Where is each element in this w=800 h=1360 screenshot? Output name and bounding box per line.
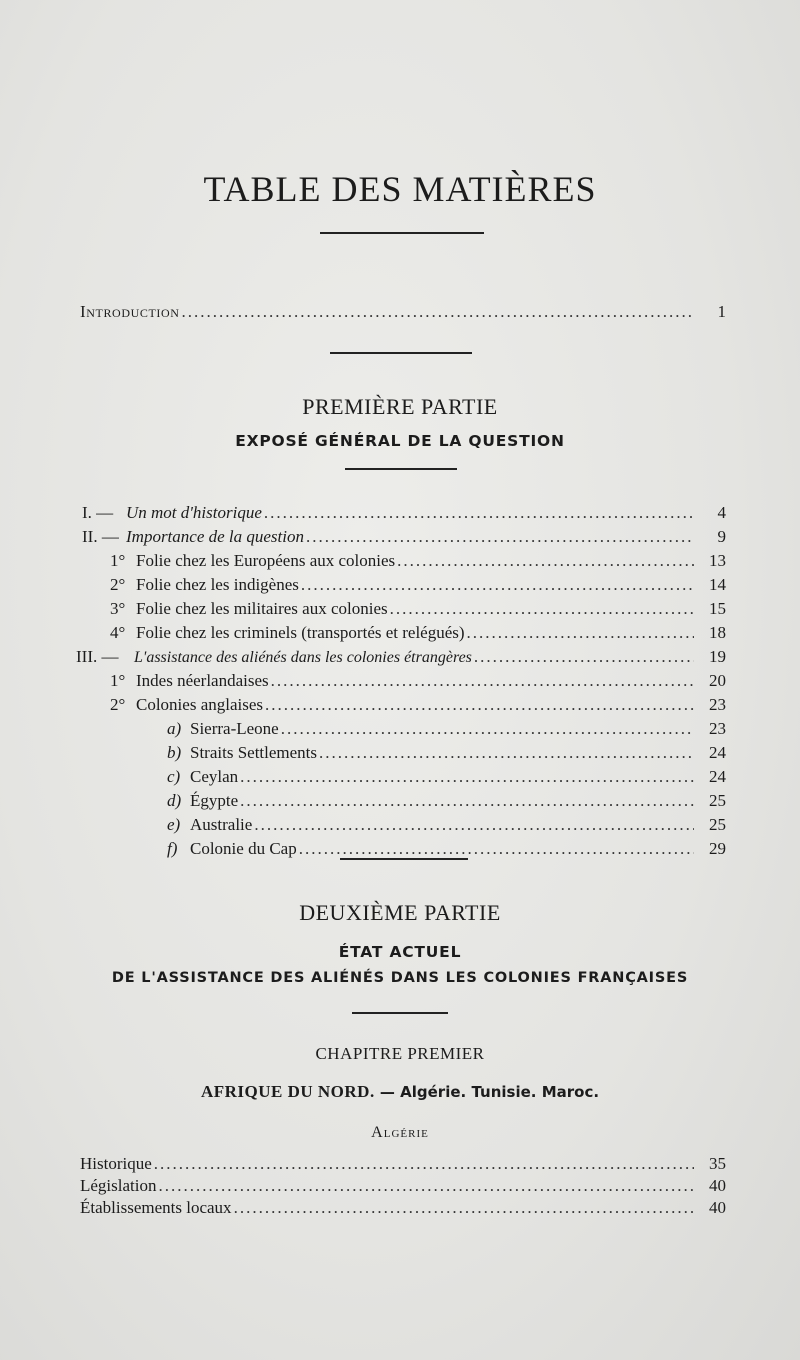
toc-number: 3° — [110, 599, 126, 618]
toc-page: 25 — [709, 815, 726, 834]
leader-dots — [154, 1154, 694, 1174]
toc-page: 23 — [709, 719, 726, 738]
toc-entry[interactable] — [80, 1176, 726, 1198]
leader-dots — [158, 1176, 694, 1196]
toc-introduction[interactable] — [80, 302, 726, 324]
toc-label: Straits Settlements — [190, 743, 318, 762]
toc-page: 19 — [709, 647, 726, 666]
divider — [345, 468, 457, 470]
part-heading: DEUXIÈME PARTIE — [299, 900, 501, 925]
toc-number: II. — — [82, 527, 119, 546]
toc-label: Colonie du Cap — [190, 839, 297, 858]
toc-label: Introduction — [80, 302, 180, 321]
toc-page: 25 — [709, 791, 726, 810]
chapter-title — [0, 1082, 800, 1102]
toc-number: 1° — [110, 551, 126, 570]
toc-number: d) — [167, 791, 182, 810]
toc-number: a) — [167, 719, 182, 738]
toc-page: 13 — [709, 551, 726, 570]
leader-dots — [234, 1198, 694, 1218]
leader-dots — [240, 791, 694, 811]
leader-dots — [390, 599, 694, 619]
toc-page: 20 — [709, 671, 726, 690]
chapter-title-main: AFRIQUE DU NORD. — [200, 1082, 375, 1101]
leader-dots — [182, 302, 694, 322]
toc-page: 35 — [709, 1154, 726, 1173]
toc-page: 24 — [709, 767, 726, 786]
toc-page: 40 — [709, 1176, 726, 1195]
leader-dots — [306, 527, 694, 547]
toc-page: 14 — [709, 575, 726, 594]
toc-page: 1 — [717, 302, 726, 321]
toc-label: Égypte — [190, 791, 239, 810]
leader-dots — [319, 743, 694, 763]
toc-entry[interactable] — [76, 647, 726, 669]
toc-label: Législation — [80, 1176, 157, 1195]
toc-label: Importance de la question — [126, 527, 304, 546]
toc-entry[interactable] — [80, 1154, 726, 1176]
toc-number: 1° — [110, 671, 126, 690]
page-title: TABLE DES MATIÈRES — [203, 169, 597, 209]
leader-dots — [271, 671, 694, 691]
leader-dots — [240, 767, 694, 787]
toc-label: Historique — [80, 1154, 152, 1173]
toc-entry[interactable] — [80, 1198, 726, 1220]
toc-page: 9 — [717, 527, 726, 546]
toc-entry[interactable] — [167, 791, 726, 813]
part-subheading-line2: DE L'ASSISTANCE DES ALIÉNÉS DANS LES COLONIES FRANÇAISES — [111, 970, 689, 986]
toc-entry[interactable] — [110, 623, 726, 645]
leader-dots — [281, 719, 694, 739]
toc-entry[interactable] — [110, 599, 726, 621]
toc-label: Sierra-Leone — [190, 719, 279, 738]
toc-number: f) — [167, 839, 178, 858]
toc-entry[interactable] — [167, 767, 726, 789]
toc-label: Folie chez les militaires aux colonies — [136, 599, 388, 618]
divider — [330, 352, 472, 354]
leader-dots — [299, 839, 694, 859]
toc-entry[interactable] — [167, 743, 726, 765]
toc-entry[interactable] — [167, 719, 726, 741]
toc-entry[interactable] — [110, 695, 726, 717]
toc-page: 24 — [709, 743, 726, 762]
toc-page: 4 — [717, 503, 726, 522]
toc-entry[interactable] — [167, 815, 726, 837]
toc-number: 2° — [110, 695, 126, 714]
part-heading: PREMIÈRE PARTIE — [302, 394, 498, 419]
part-subheading: EXPOSÉ GÉNÉRAL DE LA QUESTION — [235, 432, 565, 450]
toc-number: e) — [167, 815, 181, 834]
section-heading: Algérie — [371, 1124, 429, 1141]
toc-label: Un mot d'historique — [126, 503, 262, 522]
leader-dots — [301, 575, 694, 595]
toc-label: Établissements locaux — [80, 1198, 232, 1217]
divider — [340, 858, 468, 860]
toc-label: Australie — [190, 815, 253, 834]
toc-page: 40 — [709, 1198, 726, 1217]
toc-page: 23 — [709, 695, 726, 714]
toc-number: 4° — [110, 623, 126, 642]
toc-label: Folie chez les Européens aux colonies — [136, 551, 396, 570]
toc-page: 18 — [709, 623, 726, 642]
toc-page: 15 — [709, 599, 726, 618]
toc-entry[interactable] — [82, 527, 726, 549]
chapter-title-rest: — Algérie. Tunisie. Maroc. — [374, 1083, 600, 1101]
toc-number: III. — — [76, 647, 119, 666]
toc-label: Folie chez les criminels (transportés et relégués) — [136, 623, 465, 642]
part-subheading-line1: ÉTAT ACTUEL — [338, 943, 462, 961]
toc-label: Folie chez les indigènes — [136, 575, 299, 594]
toc-entry[interactable] — [110, 575, 726, 597]
leader-dots — [467, 623, 694, 643]
toc-number: I. — — [82, 503, 114, 522]
toc-entry[interactable] — [110, 551, 726, 573]
divider — [320, 232, 484, 234]
leader-dots — [265, 695, 694, 715]
toc-label: L'assistance des aliénés dans les colonies étrangères — [134, 649, 472, 666]
toc-entry[interactable] — [82, 503, 726, 525]
leader-dots — [474, 647, 694, 667]
toc-number: b) — [167, 743, 182, 762]
toc-number: c) — [167, 767, 181, 786]
toc-label: Ceylan — [190, 767, 239, 786]
divider — [352, 1012, 448, 1014]
toc-page: 29 — [709, 839, 726, 858]
toc-label: Indes néerlandaises — [136, 671, 269, 690]
leader-dots — [264, 503, 694, 523]
toc-label: Colonies anglaises — [136, 695, 264, 714]
chapter-heading: CHAPITRE PREMIER — [315, 1044, 485, 1063]
toc-number: 2° — [110, 575, 126, 594]
leader-dots — [397, 551, 694, 571]
leader-dots — [254, 815, 694, 835]
toc-entry[interactable] — [110, 671, 726, 693]
